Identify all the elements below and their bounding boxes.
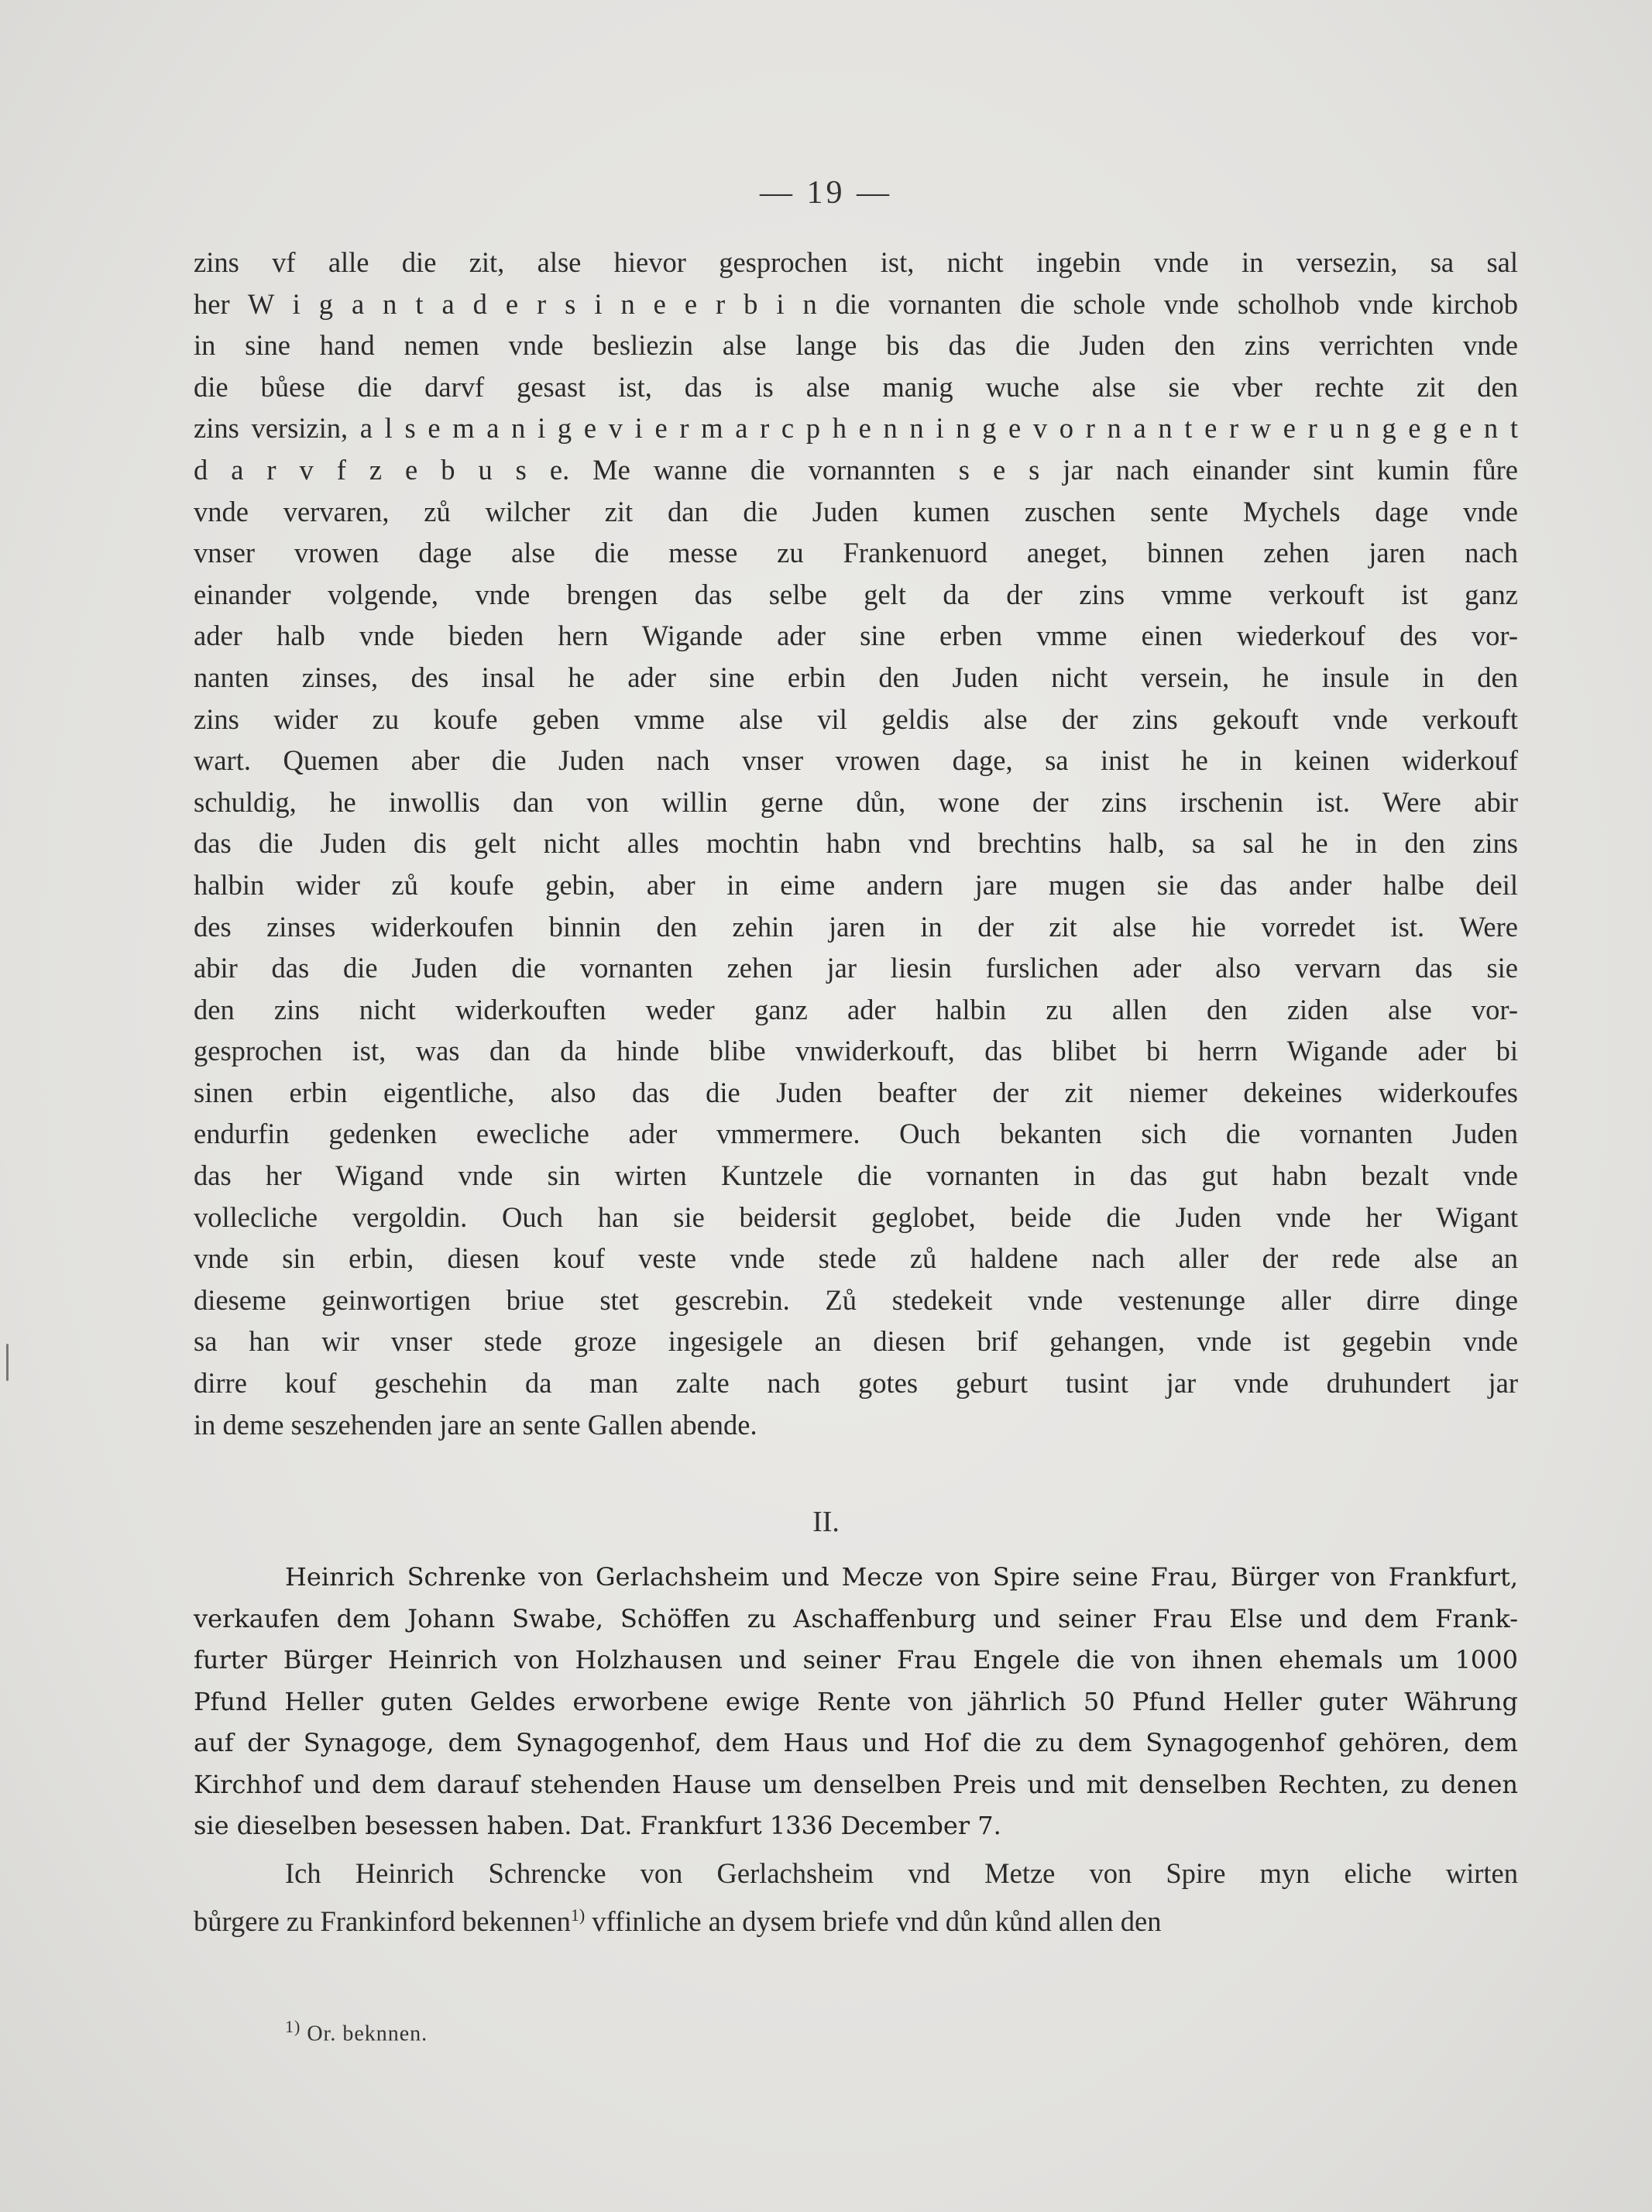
text-line: nanten zinses, des insal he ader sine erbin den Juden nicht versein, he insule in den bbox=[194, 661, 1518, 693]
section-heading: II. bbox=[812, 1506, 840, 1538]
text-line: vnde sin erbin, diesen kouf veste vnde stede zů haldene nach aller der rede alse an bbox=[194, 1242, 1518, 1275]
footnote-mark: 1) bbox=[285, 2017, 301, 2036]
text-line: auf der Synagoge, dem Synagogenhof, dem Haus und Hof die zu dem Synagogenhof gehören, dem bbox=[194, 1728, 1518, 1757]
text-line: zins versizin, a l s e m a n i g e v i e r m a r c p h e n n i n g e v o r n a n t e r w e r u n g e g e n t bbox=[194, 412, 1518, 445]
text-line: d a r v f z e b u s e. Me wanne die vornannten s e s jar nach einander sint kumin fůre bbox=[194, 453, 1518, 486]
text-line: vnde vervaren, zů wilcher zit dan die Juden kumen zuschen sente Mychels dage vnde bbox=[194, 495, 1518, 527]
charter-line bbox=[194, 1894, 1518, 1942]
text-line: des zinses widerkoufen binnin den zehin jaren in der zit alse hie vorredet ist. Were bbox=[194, 910, 1518, 943]
footnote-text: Or. beknnen. bbox=[307, 2021, 428, 2046]
text-line: dirre kouf geschehin da man zalte nach gotes geburt tusint jar vnde druhundert jar bbox=[194, 1367, 1518, 1400]
text-line: vollecliche vergoldin. Ouch han sie beidersit geglobet, beide die Juden vnde her Wigant bbox=[194, 1200, 1518, 1233]
regest-summary bbox=[194, 1557, 1518, 1847]
text-line: furter Bürger Heinrich von Holzhausen und seiner Frau Engele die von ihnen ehemals um 1000 bbox=[194, 1645, 1518, 1674]
text-line: endurfin gedenken ewecliche ader vmmermere. Ouch bekanten sich die vornanten Juden bbox=[194, 1118, 1518, 1150]
charter-line: Ich Heinrich Schrencke von Gerlachsheim vnd Metze von Spire myn eliche wirten bbox=[285, 1857, 1518, 1889]
text-line: dieseme geinwortigen briue stet gescrebin. Zů stedekeit vnde vestenunge aller dirre dinge bbox=[194, 1283, 1518, 1316]
charter-line-part: bůrgere zu Frankinford bekennen bbox=[194, 1905, 571, 1937]
text-line: halbin wider zů koufe gebin, aber in eime andern jare mugen sie das ander halbe deil bbox=[194, 868, 1518, 901]
text-line: das die Juden dis gelt nicht alles mochtin habn vnd brechtins halb, sa sal he in den zins bbox=[194, 827, 1518, 860]
text-line: ader halb vnde bieden hern Wigande ader sine erben vmme einen wiederkouf des vor- bbox=[194, 620, 1518, 652]
text-line: Heinrich Schrenke von Gerlachsheim und Mecze von Spire seine Frau, Bürger von Frankfurt, bbox=[285, 1562, 1518, 1592]
text-line: Pfund Heller guten Geldes erworbene ewige Rente von jährlich 50 Pfund Heller guter Währung bbox=[194, 1686, 1518, 1716]
text-line: zins vf alle die zit, alse hievor gesprochen ist, nicht ingebin vnde in versezin, sa sal bbox=[194, 246, 1518, 278]
charter-text-continuation bbox=[194, 242, 1518, 1445]
text-line: gesprochen ist, was dan da hinde blibe vnwiderkouft, das blibet bi herrn Wigande ader bi bbox=[194, 1035, 1518, 1067]
page-number: — 19 — bbox=[760, 175, 892, 211]
charter-text-start bbox=[194, 1853, 1518, 1942]
text-line: die bůese die darvf gesast ist, das is alse manig wuche alse sie vber rechte zit den bbox=[194, 370, 1518, 403]
text-line: wart. Quemen aber die Juden nach vnser vrowen dage, sa inist he in keinen widerkouf bbox=[194, 744, 1518, 777]
text-line: in sine hand nemen vnde besliezin alse lange bis das die Juden den zins verrichten vnde bbox=[194, 329, 1518, 362]
text-line: in deme seszehenden jare an sente Gallen abende. bbox=[194, 1408, 757, 1441]
text-line: zins wider zu koufe geben vmme alse vil geldis alse der zins gekouft vnde verkouft bbox=[194, 702, 1518, 735]
charter-line-part: vffinliche an dysem briefe vnd důn kůnd allen den bbox=[585, 1905, 1162, 1937]
text-line: das her Wigand vnde sin wirten Kuntzele die vornanten in das gut habn bezalt vnde bbox=[194, 1159, 1518, 1192]
text-line: abir das die Juden die vornanten zehen jar liesin furslichen ader also vervarn das sie bbox=[194, 952, 1518, 984]
text-line: sinen erbin eigentliche, also das die Juden beafter der zit niemer dekeines widerkoufes bbox=[194, 1076, 1518, 1108]
text-line: den zins nicht widerkouften weder ganz ader halbin zu allen den ziden alse vor- bbox=[194, 993, 1518, 1025]
text-line: vnser vrowen dage alse die messe zu Frankenuord aneget, binnen zehen jaren nach bbox=[194, 537, 1518, 569]
margin-speck bbox=[6, 1344, 9, 1381]
footnote bbox=[285, 2017, 428, 2046]
footnote-reference: 1) bbox=[570, 1905, 586, 1925]
text-line: verkaufen dem Johann Swabe, Schöffen zu Aschaffenburg und seiner Frau Else und dem Frank- bbox=[194, 1603, 1518, 1633]
text-line: her W i g a n t a d e r s i n e e r b i n die vornanten die schole vnde scholhob vnde kirchob bbox=[194, 287, 1518, 320]
text-line: schuldig, he inwollis dan von willin gerne důn, wone der zins irschenin ist. Were abir bbox=[194, 785, 1518, 818]
text-line: einander volgende, vnde brengen das selbe gelt da der zins vmme verkouft ist ganz bbox=[194, 578, 1518, 610]
text-line: Kirchhof und dem darauf stehenden Hause um denselben Preis und mit denselben Rechten, zu denen bbox=[194, 1769, 1518, 1799]
text-line: sie dieselben besessen haben. Dat. Frankfurt 1336 December 7. bbox=[194, 1811, 1001, 1840]
text-line: sa han wir vnser stede groze ingesigele an diesen brif gehangen, vnde ist gegebin vnde bbox=[194, 1325, 1518, 1358]
